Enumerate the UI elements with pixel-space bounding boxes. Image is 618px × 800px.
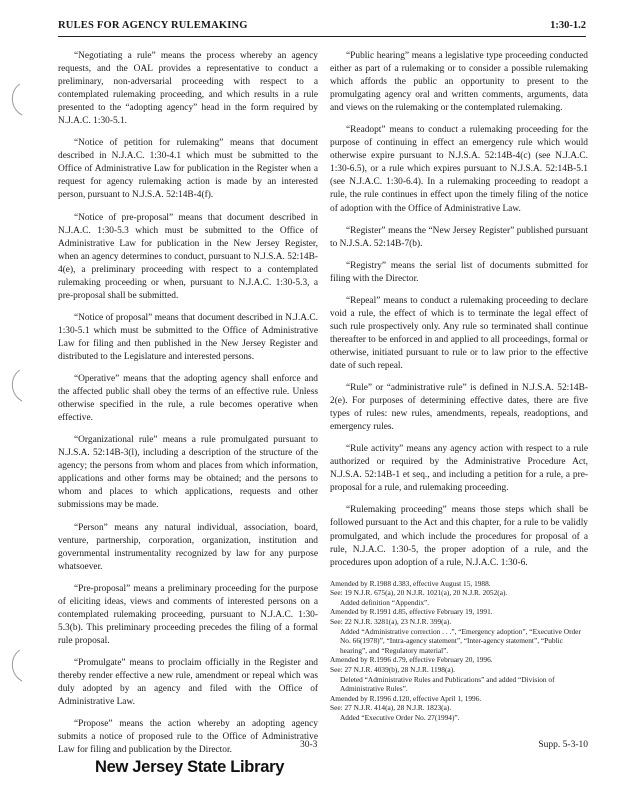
definition-rule: “Rule” or “administrative rule” is defined in N.J.S.A. 52:14B-2(e). For purposes of determining effective dates, there are five types of rules: new rules, amendments, repeals, readoptions, and emergency rules. — [330, 383, 588, 433]
history-note: Amended by R.1996 d.120, effective April 1, 1996. — [330, 693, 482, 703]
definition-register: “Register” means the “New Jersey Register” published pursuant to N.J.S.A. 52:14B-7(b). — [330, 225, 588, 249]
definition-registry: “Registry” means the serial list of documents submitted for filing with the Director. — [330, 260, 588, 284]
definition-pre-proposal: “Pre-proposal” means a preliminary proceeding for the purpose of eliciting ideas, views and comments of interested persons on a contemplated rulemaking proceeding, pursuant to N.J.A.C. 1:30-5.3(b). This preliminary proceeding precedes the filing of a formal rule proposal. — [58, 583, 318, 646]
library-stamp: New Jersey State Library — [95, 758, 285, 776]
right-column — [330, 50, 588, 723]
history-note: Amended by R.1996 d.79, effective February 20, 1996. — [330, 655, 493, 665]
definition-rulemaking-proceeding: “Rulemaking proceeding” means those steps which shall be followed pursuant to the Act and this chapter, for a rule to be validly promulgated, and which include the procedures for proposal of a rule, N.J.A.C. 1:30-5, the proper adoption of a rule, and the procedures upon adoption of a rule, N.J.A.C. 1:30-6. — [330, 505, 588, 568]
history-note: Added “Executive Order No. 27(1994)”. — [340, 712, 460, 722]
history-note: See: 19 N.J.R. 675(a), 20 N.J.R. 1021(a), 20 N.J.R. 2052(a). — [330, 588, 508, 598]
running-header — [58, 20, 586, 37]
definition-propose: “Propose” means the action whereby an adopting agency submits a notice of proposed rule to the Office of Administrative Law for filing and publication by the Director. — [58, 719, 318, 756]
history-note: Amended by R.1988 d.383, effective August 15, 1988. — [330, 578, 491, 588]
history-notes — [330, 579, 588, 723]
definition-notice-of-proposal: “Notice of proposal” means that document described in N.J.A.C. 1:30-5.1 which must be submitted to the Office of Administrative Law for filing and then published in the New Jersey Register and distributed to the Legislature and interested persons. — [58, 312, 318, 362]
definition-rule-activity: “Rule activity” means any agency action with respect to a rule authorized or required by the Administrative Procedure Act, N.J.S.A. 52:14B-1 et seq., and including a petition for a rule, a pre-proposal for a rule, and rulemaking proceeding. — [330, 444, 588, 494]
history-note: Deleted “Administrative Rules and Publications” and added “Division of Administrative Rules”. — [340, 674, 555, 694]
definition-notice-of-pre-proposal: “Notice of pre-proposal” means that document described in N.J.A.C. 1:30-5.3 which must be submitted to the Office of Administrative Law for publication in the New Jersey Register, when an agency determines to conduct, pursuant to N.J.S.A. 52:14B-4(e), a preliminary proceeding with respect to a contemplated rulemaking proceeding or when, pursuant to N.J.A.C. 1:30-5.3, a pre-proposal shall be submitted. — [58, 212, 318, 301]
page-number: 30-3 — [300, 740, 318, 750]
definition-negotiating-a-rule: “Negotiating a rule” means the process whereby an agency requests, and the OAL provides a representative to conduct a preliminary, non-adversarial proceeding with respect to a contemplated rulemaking proceeding, and which results in a rule presented to the “adopting agency” head in the form required by N.J.A.C. 1:30-5.1. — [58, 51, 318, 127]
definition-organizational-rule: “Organizational rule” means a rule promulgated pursuant to N.J.S.A. 52:14B-3(l), including a description of the structure of the agency; the persons from whom and places from which information, applications and other forms may be obtained; and the persons to whom and places to which applications, requests and other submissions may be made. — [58, 435, 318, 511]
definition-notice-of-petition: “Notice of petition for rulemaking” means that document described in N.J.A.C. 1:30-4.1 which must be submitted to the Office of Administrative Law for publication in the Register when a request for agency rulemaking action is made by an interested person, pursuant to N.J.S.A. 52:14B-4(f). — [58, 138, 318, 201]
definition-repeal: “Repeal” means to conduct a rulemaking proceeding to declare void a rule, the effect of which is to terminate the legal effect of such rule prospectively only. Any rule so terminated shall continue thereafter to be enforced in and applied to all proceedings, formal or otherwise, initiated pursuant to rule or to law prior to the effective date of such repeal. — [330, 295, 588, 371]
definition-readopt: “Readopt” means to conduct a rulemaking proceeding for the purpose of continuing in effect an emergency rule which would otherwise expire pursuant to N.J.S.A. 52:14B-4(c) (see N.J.A.C. 1:30-6.5), or a rule which expires pursuant to N.J.S.A. 52:14B-5.1 (see N.J.A.C. 1:30-6.4). In a rulemaking proceeding to readopt a rule, the rule continues in effect upon the timely filing of the notice of adoption with the Office of Administrative Law. — [330, 125, 588, 214]
supplement-date: Supp. 5-3-10 — [538, 740, 588, 750]
history-note: Added definition “Appendix”. — [340, 597, 430, 607]
definition-public-hearing: “Public hearing” means a legislative type proceeding conducted either as part of a rulemaking or to consider a possible rulemaking which affords the public an opportunity to present to the promulgating agency oral and written comments, arguments, data and views on the rulemaking or the contemplated rulemaking. — [330, 51, 588, 114]
history-note: Amended by R.1991 d.85, effective February 19, 1991. — [330, 607, 493, 617]
history-note: See: 27 N.J.R. 4039(b), 28 N.J.R. 1198(a). — [330, 664, 455, 674]
binder-hole-mark — [6, 648, 28, 684]
definition-person: “Person” means any natural individual, association, board, venture, partnership, corporation, organization, institution and governmental instrumentality recognized by law for any purpose whatsoever. — [58, 522, 318, 572]
left-column — [58, 50, 318, 766]
binder-hole-mark — [6, 368, 28, 404]
definition-promulgate: “Promulgate” means to proclaim officially in the Register and thereby render effective a new rule, amendment or repeal which was duly adopted by an agency and filed with the Office of Administrative Law. — [58, 657, 318, 708]
binder-hole-mark — [6, 82, 28, 118]
definition-operative: “Operative” means that the adopting agency shall enforce and the affected public shall obey the terms of an effective rule. Unless otherwise specified in the rule, a rule becomes operative when effective. — [58, 374, 318, 424]
history-note: Added “Administrative correction . . .”, “Emergency adoption”, “Executive Order No. 66(1978)”, “Intra-agency statement”, “Inter-agency statement”, “Public hearing”, and “Regulatory material”. — [340, 626, 581, 655]
history-note: See: 27 N.J.R. 414(a), 28 N.J.R. 1823(a). — [330, 703, 452, 713]
header-title: RULES FOR AGENCY RULEMAKING — [58, 20, 248, 31]
header-section-number: 1:30-1.2 — [550, 20, 586, 31]
history-note: See: 22 N.J.R. 3281(a), 23 N.J.R. 399(a). — [330, 617, 452, 627]
